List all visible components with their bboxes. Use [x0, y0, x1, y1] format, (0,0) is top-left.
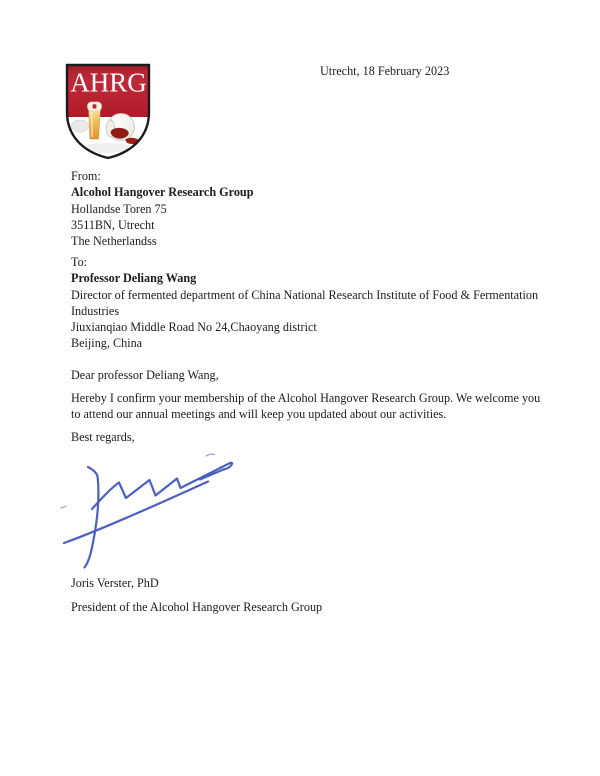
closing: Best regards, [71, 430, 135, 444]
date-line: Utrecht, 18 February 2023 [320, 64, 450, 78]
glass-foot-icon [72, 120, 89, 132]
from-section [71, 168, 253, 249]
body-paragraph [71, 390, 540, 423]
to-address-line: Beijing, China [71, 336, 143, 351]
to-address-line: Director of fermented department of China National Research Institute of Food & Fermentation [71, 287, 539, 302]
paragraph-line: to attend our annual meetings and will keep you updated about our activities. [71, 407, 447, 422]
to-recipient: Professor Deliang Wang [71, 271, 197, 286]
signer-title: President of the Alcohol Hangover Research Group [71, 600, 323, 614]
to-address-line: Industries [71, 303, 120, 318]
salutation: Dear professor Deliang Wang, [71, 368, 219, 382]
ahrg-shield-icon [64, 62, 152, 161]
from-organization: Alcohol Hangover Research Group [71, 185, 254, 200]
logo-acronym: AHRG [70, 67, 147, 98]
ahrg-logo [64, 62, 152, 161]
signer-name: Joris Verster, PhD [71, 576, 159, 590]
from-address-line: Hollandse Toren 75 [71, 201, 167, 216]
from-address-line: The Netherlandss [71, 234, 157, 249]
beer-foam-emblem-icon [93, 104, 97, 108]
to-label: To: [71, 255, 88, 269]
to-section [71, 254, 538, 352]
to-address-line: Jiuxianqiao Middle Road No 24,Chaoyang district [71, 320, 317, 335]
signature-ink-icon [55, 448, 250, 573]
from-label: From: [71, 169, 101, 183]
from-address-line: 3511BN, Utrecht [71, 217, 155, 232]
handwritten-signature [55, 448, 250, 573]
paragraph-line: Hereby I confirm your membership of the Alcohol Hangover Research Group. We welcome you [71, 391, 541, 405]
